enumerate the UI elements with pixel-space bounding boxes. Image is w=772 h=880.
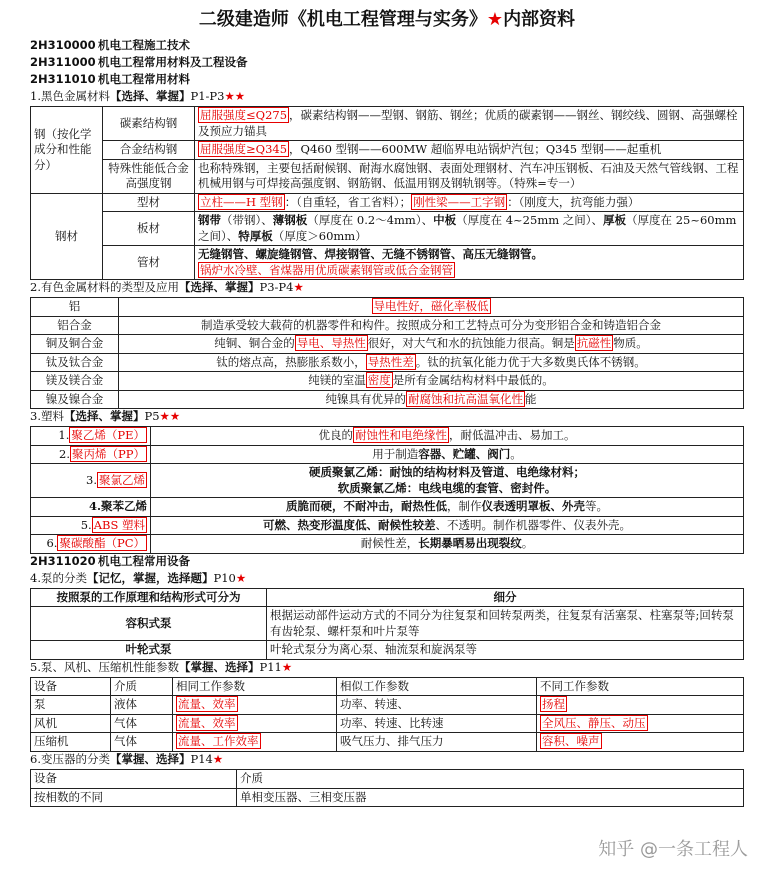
row-label — [31, 427, 151, 446]
bold-text: 中板 — [433, 213, 457, 228]
section-title: 5.泵、风机、压缩机性能参数 — [30, 659, 179, 674]
highlight: 聚氯乙烯 — [99, 473, 145, 488]
table-row — [31, 427, 744, 446]
text: （厚度在 4~25mm 之间）、 — [456, 213, 604, 228]
bold-text: 特厚板 — [238, 228, 273, 243]
row-label: 铝 — [31, 298, 119, 317]
column-header: 不同工作参数 — [537, 677, 744, 696]
row-content — [195, 193, 744, 212]
code-number: 2H310000 — [30, 38, 96, 52]
text: 纯镍具有优异的 — [325, 391, 406, 406]
table-header-row — [31, 769, 744, 788]
document-title — [30, 0, 744, 38]
code-number: 2H311010 — [30, 72, 96, 86]
text: 1. — [58, 428, 70, 443]
chapter-code-1 — [30, 38, 744, 55]
section-3-heading — [30, 409, 744, 426]
section-5-heading — [30, 660, 744, 677]
table-row — [31, 372, 744, 391]
cell-similar: 吸气压力、排气压力 — [337, 733, 537, 752]
section-tag: 【掌握、选择】 — [109, 751, 191, 766]
highlight: 聚乙烯（PE） — [71, 428, 145, 443]
chapter-code-3 — [30, 72, 744, 89]
section-tag: 【选择、掌握】 — [109, 89, 191, 103]
row-content — [151, 535, 744, 554]
text: ：（刚度大，抗弯能力强） — [507, 194, 640, 209]
cell-same — [173, 696, 337, 715]
highlight: 立柱——H 型钢 — [200, 194, 283, 209]
title-text: 二级建造师《机电工程管理与实务》 — [198, 9, 487, 30]
bold-text: 质脆而硬，不耐冲击，耐热性低 — [286, 499, 447, 514]
section-6-heading — [30, 752, 744, 769]
section-tag: 【掌握、选择】 — [178, 659, 260, 674]
row-content — [195, 212, 744, 246]
table-row — [31, 498, 744, 517]
cell-same — [173, 733, 337, 752]
row-label — [31, 516, 151, 535]
column-header: 介质 — [111, 677, 173, 696]
highlight: 刚性梁——工字钢 — [413, 194, 506, 209]
section-title: 4.泵的分类 — [30, 570, 87, 585]
highlight: 耐蚀性和电绝缘性 — [355, 428, 447, 443]
table-row — [31, 464, 744, 498]
highlight: 密度 — [367, 373, 391, 388]
cell-device: 泵 — [31, 696, 111, 715]
text: （带钢）、 — [221, 213, 273, 228]
code-name: 机电工程常用材料 — [98, 72, 190, 86]
table-header-row — [31, 588, 744, 607]
section-tag: 【记忆，掌握，选择题】 — [86, 570, 214, 585]
highlight: 锅炉水冷壁、省煤器用优质碳素钢管或低合金钢管 — [200, 262, 453, 277]
highlight: 聚丙烯（PP） — [72, 446, 145, 461]
row-content — [195, 107, 744, 141]
highlight: 扬程 — [542, 697, 565, 712]
row-content — [119, 298, 744, 317]
section-pages: P14 — [190, 751, 213, 766]
text: ：（自重轻，省工省料）； — [284, 194, 412, 209]
row-content — [151, 516, 744, 535]
column-header: 细分 — [267, 588, 744, 607]
text: ，碳素结构钢——型钢、钢筋、钢丝；优质的碳素钢——钢丝、钢绞线、圆钢、高强螺栓及预应力锚具 — [198, 108, 738, 138]
section-pages: P1-P3 — [190, 89, 225, 103]
table-row — [31, 212, 744, 246]
text: 、不透明。制作机器零件、仪表外壳。 — [435, 517, 631, 532]
bold-text: 厚板 — [603, 213, 627, 228]
star-icon: ★ — [281, 659, 293, 674]
row-content — [119, 390, 744, 409]
cell-medium: 液体 — [111, 696, 173, 715]
group-label: 钢（按化学成分和性能分） — [31, 107, 103, 194]
star-icon: ★ — [235, 570, 247, 585]
cell-diff — [537, 714, 744, 733]
text: （厚度在 0.2～4mm）、 — [307, 213, 434, 228]
text: 是所有金属结构材料中最低的。 — [392, 373, 554, 388]
bold-text: 容器、贮罐、阀门 — [418, 446, 511, 461]
text: 物质。 — [613, 336, 648, 351]
row-content: 单相变压器、三相变压器 — [237, 788, 744, 807]
section-pages: P11 — [259, 659, 282, 674]
cell-similar: 功率、转速、 — [337, 696, 537, 715]
row-content — [119, 372, 744, 391]
row-label: 碳素结构钢 — [103, 107, 195, 141]
text: 。 — [510, 446, 522, 461]
section-title: 3.塑料 — [30, 409, 64, 424]
highlight: 流量、效率 — [178, 697, 236, 712]
text: 能 — [525, 391, 537, 406]
bold-text: 长期暴晒易出现裂纹 — [418, 536, 522, 551]
code-name: 机电工程施工技术 — [98, 38, 190, 52]
code-name: 机电工程常用材料及工程设备 — [98, 55, 248, 69]
row-content: 也称特殊钢，主要包括耐候钢、耐海水腐蚀钢、表面处理钢材、汽车冲压钢板、石油及天然气管线钢、工程机械用钢与可焊接高强度钢、钢筋钢、低温用钢及钢轨钢等。（特殊=专一） — [195, 159, 744, 193]
table-row — [31, 316, 744, 335]
row-label: 容积式泵 — [31, 607, 267, 641]
table-row — [31, 246, 744, 280]
row-label — [31, 445, 151, 464]
plastics-table — [30, 426, 744, 554]
cell-diff — [537, 696, 744, 715]
column-header: 相同工作参数 — [173, 677, 337, 696]
text: ，制作 — [447, 499, 482, 514]
row-label: 板材 — [103, 212, 195, 246]
section-tag: 【选择、掌握】 — [63, 409, 145, 424]
column-header: 按照泵的工作原理和结构形式可分为 — [31, 588, 267, 607]
cell-medium: 气体 — [111, 714, 173, 733]
section-pages: P10 — [213, 570, 236, 585]
text: 3. — [86, 473, 97, 488]
row-label — [31, 535, 151, 554]
text: （厚度＞60mm） — [272, 228, 367, 243]
title-suffix: 内部资料 — [503, 9, 576, 30]
column-header: 设备 — [31, 677, 111, 696]
text: （厚度在 25~60mm 之间）、 — [198, 213, 737, 243]
cell-same — [173, 714, 337, 733]
row-label: 特殊性能低合金高强度钢 — [103, 159, 195, 193]
row-content: 根据运动部件运动方式的不同分为往复泵和回转泵两类，往复泵有活塞泵、柱塞泵等;回转泵有齿轮泵、螺杆泵和叶片泵等 — [267, 607, 744, 641]
highlight: 抗磁性 — [576, 336, 612, 351]
row-content: 叶轮式泵分为离心泵、轴流泵和旋涡泵等 — [267, 641, 744, 660]
text: 纯镁的室温 — [308, 373, 366, 388]
table-row — [31, 390, 744, 409]
text: 6. — [46, 536, 58, 551]
text: 。 — [521, 536, 534, 551]
row-content — [195, 246, 744, 280]
row-content — [119, 335, 744, 354]
highlight: 屈服强度≤Q275 — [200, 108, 288, 122]
column-header: 介质 — [237, 769, 744, 788]
row-content — [151, 445, 744, 464]
highlight: ABS 塑料 — [93, 517, 145, 532]
highlight: 流量、工作效率 — [178, 734, 259, 749]
bold-text: 钢带 — [198, 213, 221, 228]
row-label: 管材 — [103, 246, 195, 280]
row-content — [151, 498, 744, 517]
row-label: 合金结构钢 — [103, 141, 195, 160]
code-number: 2H311000 — [30, 55, 96, 69]
row-content — [151, 427, 744, 446]
row-label: 铜及铜合金 — [31, 335, 119, 354]
chapter-code-2 — [30, 55, 744, 72]
highlight: 耐腐蚀和抗高温氧化性 — [408, 391, 523, 406]
bold-text: 可燃、热变形温度低、耐候性较差 — [263, 517, 436, 532]
row-content — [119, 353, 744, 372]
cell-device: 风机 — [31, 714, 111, 733]
watermark: 知乎 @一条工程人 — [598, 838, 748, 860]
table-row — [31, 193, 744, 212]
section-tag: 【选择、掌握】 — [178, 280, 260, 295]
text: 。钛的抗氧化能力优于大多数奥氏体不锈钢。 — [415, 354, 646, 369]
nonferrous-metals-table — [30, 297, 744, 409]
table-row — [31, 141, 744, 160]
row-label: 镁及镁合金 — [31, 372, 119, 391]
section-2-heading — [30, 280, 744, 297]
table-row — [31, 298, 744, 317]
highlight: 导热性差 — [367, 354, 414, 369]
text: 5. — [80, 517, 92, 532]
star-icon: ★★ — [159, 409, 181, 424]
row-label: 铝合金 — [31, 316, 119, 335]
row-label: 钛及钛合金 — [31, 353, 119, 372]
row-label: 按相数的不同 — [31, 788, 237, 807]
highlight: 导电性好，磁化率极低 — [373, 299, 489, 314]
section-4-heading — [30, 571, 744, 588]
star-icon: ★★ — [224, 89, 246, 103]
pump-classification-table — [30, 588, 744, 660]
table-row — [31, 445, 744, 464]
table-row — [31, 353, 744, 372]
highlight: 聚碳酸酯（PC） — [59, 536, 145, 551]
code-name: 机电工程常用设备 — [98, 553, 190, 568]
table-row — [31, 516, 744, 535]
cell-device: 压缩机 — [31, 733, 111, 752]
group-label: 钢材 — [31, 193, 103, 280]
table-row — [31, 696, 744, 715]
row-content — [195, 141, 744, 160]
table-row — [31, 714, 744, 733]
table-row — [31, 159, 744, 193]
ferrous-metals-table — [30, 106, 744, 280]
text: 软质聚氯乙烯：电线电缆的套管、密封件。 — [337, 480, 557, 495]
text: 2. — [59, 446, 71, 461]
table-header-row — [31, 677, 744, 696]
text: 硬质聚氯乙烯：耐蚀的结构材料及管道、电绝缘材料； — [309, 465, 585, 480]
text: 聚苯乙烯 — [101, 499, 147, 514]
section-title: 2.有色金属材料的类型及应用 — [30, 280, 179, 295]
table-row — [31, 641, 744, 660]
row-content: 制造承受较大载荷的机器零件和构件。按照成分和工艺特点可分为变形铝合金和铸造铝合金 — [119, 316, 744, 335]
text: 耐候性差， — [360, 536, 419, 551]
transformer-table — [30, 769, 744, 807]
section-pages: P3-P4 — [259, 280, 294, 295]
highlight: 全风压、静压、动压 — [542, 715, 646, 730]
highlight: 导电、导热性 — [296, 336, 366, 351]
row-content — [151, 464, 744, 498]
section-title: 6.变压器的分类 — [30, 751, 110, 766]
star-icon: ★ — [212, 751, 224, 766]
bold-text: 无缝钢管、螺旋缝钢管、焊接钢管、无缝不锈钢管、高压无缝钢管。 — [198, 247, 543, 262]
highlight: 屈服强度≥Q345 — [200, 142, 288, 157]
text: 很好，对大气和水的抗蚀能力很高。铜是 — [367, 336, 575, 351]
highlight: 容积、噪声 — [542, 734, 600, 749]
cell-medium: 气体 — [111, 733, 173, 752]
bold-text: 仪表透明罩板、外壳 — [481, 499, 585, 514]
cell-similar: 功率、转速、比转速 — [337, 714, 537, 733]
section-1-heading — [30, 89, 744, 106]
column-header: 设备 — [31, 769, 237, 788]
row-label: 叶轮式泵 — [31, 641, 267, 660]
text: 4. — [88, 499, 101, 514]
table-row — [31, 607, 744, 641]
table-row — [31, 535, 744, 554]
star-icon: ★ — [293, 280, 304, 295]
row-label — [31, 498, 151, 517]
pump-fan-compressor-table — [30, 677, 744, 752]
section-pages: P5 — [144, 409, 160, 424]
text: 纯铜、铜合金的 — [214, 336, 295, 351]
chapter-code-4 — [30, 554, 744, 571]
text: 用于制造 — [372, 446, 419, 461]
row-label: 型材 — [103, 193, 195, 212]
code-number: 2H311020 — [30, 553, 96, 568]
row-label — [31, 464, 151, 498]
table-row — [31, 788, 744, 807]
text: 优良的 — [318, 428, 353, 443]
text: 钛的熔点高，热膨胀系数小， — [216, 354, 366, 369]
column-header: 相似工作参数 — [337, 677, 537, 696]
section-title: 1.黑色金属材料 — [30, 89, 110, 103]
table-row — [31, 335, 744, 354]
table-row — [31, 107, 744, 141]
bold-text: 薄钢板 — [272, 213, 308, 228]
highlight: 流量、效率 — [178, 715, 236, 730]
row-label: 镍及镍合金 — [31, 390, 119, 409]
table-row — [31, 733, 744, 752]
text: ，耐低温冲击、易加工。 — [449, 428, 576, 443]
text: ，Q460 型钢——600MW 超临界电站锅炉汽包；Q345 型钢——起重机 — [289, 142, 662, 157]
text: 等。 — [585, 499, 608, 514]
star-icon: ★ — [486, 9, 504, 30]
cell-diff — [537, 733, 744, 752]
